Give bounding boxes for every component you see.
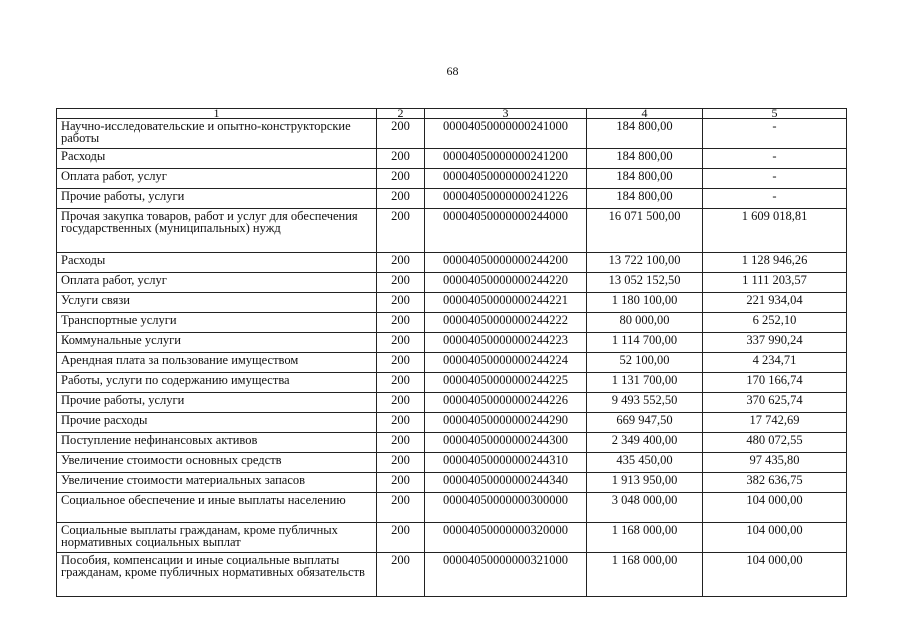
table-row	[57, 413, 847, 433]
row-budget-code: 00004050000000244310	[425, 453, 587, 473]
header-row	[57, 109, 847, 119]
row-line-code: 200	[377, 373, 425, 393]
row-name: Арендная плата за пользование имуществом	[57, 353, 377, 373]
row-line-code: 200	[377, 333, 425, 353]
row-name: Расходы	[57, 149, 377, 169]
row-budget-code: 00004050000000244225	[425, 373, 587, 393]
row-name: Социальные выплаты гражданам, кроме публичных нормативных социальных выплат	[57, 523, 377, 553]
row-line-code: 200	[377, 209, 425, 253]
row-line-code: 200	[377, 433, 425, 453]
row-executed-amount: 104 000,00	[703, 523, 847, 553]
row-line-code: 200	[377, 453, 425, 473]
row-approved-amount: 1 913 950,00	[587, 473, 703, 493]
row-line-code: 200	[377, 493, 425, 523]
row-executed-amount: 104 000,00	[703, 493, 847, 523]
row-executed-amount: 1 128 946,26	[703, 253, 847, 273]
row-name: Оплата работ, услуг	[57, 169, 377, 189]
col-header-3: 3	[425, 109, 587, 119]
table-row	[57, 473, 847, 493]
row-executed-amount: 382 636,75	[703, 473, 847, 493]
table-row	[57, 253, 847, 273]
table-row	[57, 393, 847, 413]
row-executed-amount: 370 625,74	[703, 393, 847, 413]
row-executed-amount: -	[703, 149, 847, 169]
row-budget-code: 00004050000000241220	[425, 169, 587, 189]
table-row	[57, 373, 847, 393]
row-executed-amount: 480 072,55	[703, 433, 847, 453]
row-budget-code: 00004050000000244223	[425, 333, 587, 353]
table-row	[57, 313, 847, 333]
row-line-code: 200	[377, 523, 425, 553]
row-executed-amount: 104 000,00	[703, 553, 847, 597]
row-executed-amount: -	[703, 119, 847, 149]
row-executed-amount: -	[703, 169, 847, 189]
row-executed-amount: -	[703, 189, 847, 209]
row-approved-amount: 184 800,00	[587, 189, 703, 209]
row-line-code: 200	[377, 473, 425, 493]
row-line-code: 200	[377, 273, 425, 293]
row-approved-amount: 1 131 700,00	[587, 373, 703, 393]
row-approved-amount: 1 114 700,00	[587, 333, 703, 353]
row-name: Прочие расходы	[57, 413, 377, 433]
row-approved-amount: 3 048 000,00	[587, 493, 703, 523]
row-approved-amount: 13 722 100,00	[587, 253, 703, 273]
row-approved-amount: 435 450,00	[587, 453, 703, 473]
row-line-code: 200	[377, 393, 425, 413]
row-executed-amount: 1 111 203,57	[703, 273, 847, 293]
table-body	[57, 119, 847, 597]
row-name: Поступление нефинансовых активов	[57, 433, 377, 453]
table-row	[57, 553, 847, 597]
row-budget-code: 00004050000000241200	[425, 149, 587, 169]
row-approved-amount: 2 349 400,00	[587, 433, 703, 453]
col-header-2: 2	[377, 109, 425, 119]
row-executed-amount: 4 234,71	[703, 353, 847, 373]
row-name: Услуги связи	[57, 293, 377, 313]
row-approved-amount: 9 493 552,50	[587, 393, 703, 413]
row-budget-code: 00004050000000244224	[425, 353, 587, 373]
budget-table	[56, 108, 847, 597]
row-line-code: 200	[377, 189, 425, 209]
row-line-code: 200	[377, 149, 425, 169]
row-approved-amount: 16 071 500,00	[587, 209, 703, 253]
row-executed-amount: 170 166,74	[703, 373, 847, 393]
row-budget-code: 00004050000000244300	[425, 433, 587, 453]
table-row	[57, 293, 847, 313]
row-approved-amount: 1 180 100,00	[587, 293, 703, 313]
row-approved-amount: 1 168 000,00	[587, 523, 703, 553]
row-name: Расходы	[57, 253, 377, 273]
table-row	[57, 119, 847, 149]
table-row	[57, 453, 847, 473]
row-name: Увеличение стоимости основных средств	[57, 453, 377, 473]
row-approved-amount: 669 947,50	[587, 413, 703, 433]
row-budget-code: 00004050000000244000	[425, 209, 587, 253]
row-name: Оплата работ, услуг	[57, 273, 377, 293]
table-row	[57, 353, 847, 373]
table-row	[57, 149, 847, 169]
table-row	[57, 433, 847, 453]
row-budget-code: 00004050000000321000	[425, 553, 587, 597]
table-row	[57, 169, 847, 189]
col-header-1: 1	[57, 109, 377, 119]
row-name: Прочие работы, услуги	[57, 393, 377, 413]
row-approved-amount: 1 168 000,00	[587, 553, 703, 597]
row-line-code: 200	[377, 553, 425, 597]
row-budget-code: 00004050000000241226	[425, 189, 587, 209]
row-executed-amount: 6 252,10	[703, 313, 847, 333]
table-row	[57, 273, 847, 293]
row-line-code: 200	[377, 413, 425, 433]
table-row	[57, 333, 847, 353]
table-row	[57, 209, 847, 253]
row-approved-amount: 184 800,00	[587, 149, 703, 169]
row-name: Транспортные услуги	[57, 313, 377, 333]
row-budget-code: 00004050000000244290	[425, 413, 587, 433]
row-line-code: 200	[377, 353, 425, 373]
row-line-code: 200	[377, 169, 425, 189]
row-executed-amount: 1 609 018,81	[703, 209, 847, 253]
row-executed-amount: 97 435,80	[703, 453, 847, 473]
row-budget-code: 00004050000000320000	[425, 523, 587, 553]
row-line-code: 200	[377, 119, 425, 149]
row-budget-code: 00004050000000244340	[425, 473, 587, 493]
row-name: Научно-исследовательские и опытно-конструкторские работы	[57, 119, 377, 149]
row-name: Увеличение стоимости материальных запасов	[57, 473, 377, 493]
row-line-code: 200	[377, 293, 425, 313]
row-approved-amount: 80 000,00	[587, 313, 703, 333]
row-line-code: 200	[377, 313, 425, 333]
row-name: Прочая закупка товаров, работ и услуг для обеспечения государственных (муниципальных) нужд	[57, 209, 377, 253]
col-header-5: 5	[703, 109, 847, 119]
row-name: Прочие работы, услуги	[57, 189, 377, 209]
row-budget-code: 00004050000000244222	[425, 313, 587, 333]
page-number: 68	[446, 64, 459, 78]
row-name: Пособия, компенсации и иные социальные выплаты гражданам, кроме публичных нормативных обязательств	[57, 553, 377, 597]
table-row	[57, 523, 847, 553]
row-line-code: 200	[377, 253, 425, 273]
row-approved-amount: 13 052 152,50	[587, 273, 703, 293]
row-executed-amount: 337 990,24	[703, 333, 847, 353]
row-approved-amount: 184 800,00	[587, 169, 703, 189]
row-approved-amount: 52 100,00	[587, 353, 703, 373]
row-budget-code: 00004050000000244221	[425, 293, 587, 313]
table-row	[57, 493, 847, 523]
row-name: Коммунальные услуги	[57, 333, 377, 353]
row-executed-amount: 17 742,69	[703, 413, 847, 433]
row-budget-code: 00004050000000244220	[425, 273, 587, 293]
table-row	[57, 189, 847, 209]
col-header-4: 4	[587, 109, 703, 119]
row-budget-code: 00004050000000241000	[425, 119, 587, 149]
row-name: Социальное обеспечение и иные выплаты населению	[57, 493, 377, 523]
row-approved-amount: 184 800,00	[587, 119, 703, 149]
row-name: Работы, услуги по содержанию имущества	[57, 373, 377, 393]
row-budget-code: 00004050000000300000	[425, 493, 587, 523]
row-budget-code: 00004050000000244226	[425, 393, 587, 413]
row-executed-amount: 221 934,04	[703, 293, 847, 313]
row-budget-code: 00004050000000244200	[425, 253, 587, 273]
